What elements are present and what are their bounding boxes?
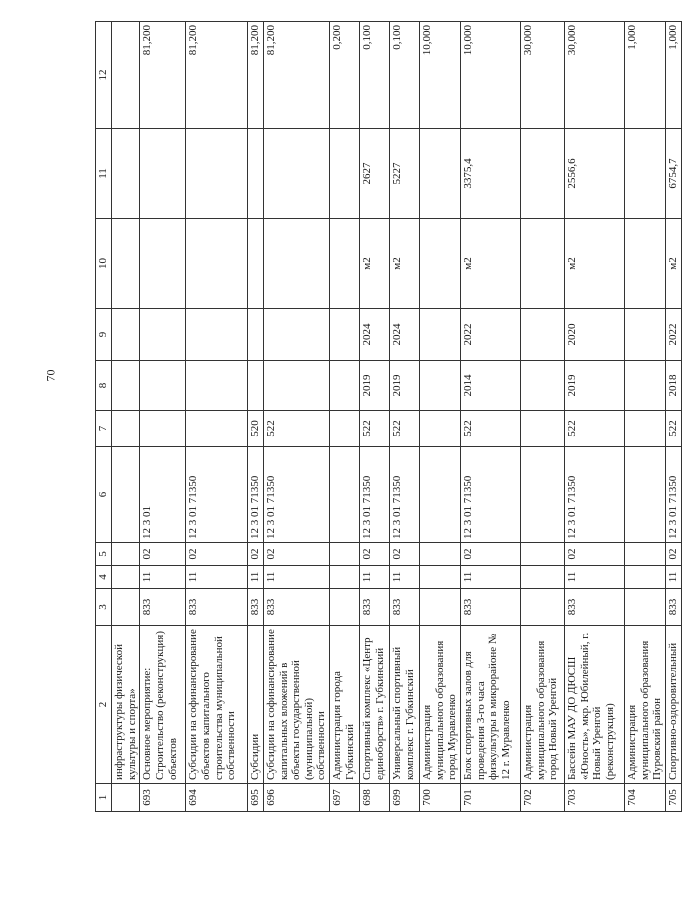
table-cell-col-4 bbox=[625, 566, 666, 589]
table-cell-col-1: 703 bbox=[565, 784, 625, 812]
table-cell-col-1: 699 bbox=[390, 784, 420, 812]
table-cell-col-12: 1,000 bbox=[665, 22, 681, 129]
table-cell-col-3 bbox=[112, 589, 140, 626]
table-cell-col-3: 833 bbox=[390, 589, 420, 626]
table-cell-col-2: Администрация города Губкинский bbox=[330, 626, 360, 784]
table-cell-col-4: 11 bbox=[186, 566, 248, 589]
table-cell-col-7 bbox=[625, 411, 666, 447]
table-cell-col-2: Блок спортивных залов для проведения 3-го часа физкультуры в микрорайоне № 12 г. Муравленко bbox=[461, 626, 521, 784]
table-cell-col-12: 81,200 bbox=[263, 22, 329, 129]
table-cell-col-7 bbox=[140, 411, 186, 447]
table-cell-col-6 bbox=[112, 447, 140, 543]
table-cell-col-5: 02 bbox=[360, 543, 390, 566]
table-cell-col-7: 522 bbox=[360, 411, 390, 447]
table-cell-col-5: 02 bbox=[186, 543, 248, 566]
table-cell-col-7: 522 bbox=[565, 411, 625, 447]
table-cell-col-5 bbox=[112, 543, 140, 566]
table-cell-col-6 bbox=[420, 447, 461, 543]
table-row bbox=[330, 22, 360, 812]
table-row bbox=[390, 22, 420, 812]
table-cell-col-7: 522 bbox=[665, 411, 681, 447]
table-cell-col-4: 11 bbox=[565, 566, 625, 589]
table-cell-col-2: Администрация муниципального образования город Новый Уренгой bbox=[521, 626, 565, 784]
table-cell-col-4: 11 bbox=[140, 566, 186, 589]
table-cell-col-11 bbox=[521, 129, 565, 219]
scanned-table-area bbox=[95, 22, 679, 812]
table-row bbox=[420, 22, 461, 812]
table-cell-col-9: 2020 bbox=[565, 309, 625, 361]
table-row bbox=[360, 22, 390, 812]
column-header: 1 bbox=[96, 784, 112, 812]
table-cell-col-1: 700 bbox=[420, 784, 461, 812]
table-cell-col-3: 833 bbox=[665, 589, 681, 626]
table-cell-col-2: Спортивный комплекс «Центр единоборств» г. Губкинский bbox=[360, 626, 390, 784]
table-cell-col-4: 11 bbox=[461, 566, 521, 589]
table-cell-col-7 bbox=[112, 411, 140, 447]
table-cell-col-2: Универсальный спортивный комплекс г. Губкинский bbox=[390, 626, 420, 784]
table-row bbox=[625, 22, 666, 812]
table-cell-col-1: 693 bbox=[140, 784, 186, 812]
table-cell-col-1: 695 bbox=[248, 784, 264, 812]
table-cell-col-3: 833 bbox=[140, 589, 186, 626]
table-row bbox=[140, 22, 186, 812]
table-cell-col-5: 02 bbox=[461, 543, 521, 566]
table-cell-col-6: 12 3 01 71350 bbox=[360, 447, 390, 543]
table-cell-col-8 bbox=[330, 361, 360, 411]
table-cell-col-2: Спортивно-оздоровительный bbox=[665, 626, 681, 784]
table-cell-col-9 bbox=[330, 309, 360, 361]
table-cell-col-10 bbox=[140, 219, 186, 309]
table-cell-col-1: 694 bbox=[186, 784, 248, 812]
table-cell-col-7 bbox=[186, 411, 248, 447]
column-header: 12 bbox=[96, 22, 112, 129]
table-cell-col-9 bbox=[420, 309, 461, 361]
table-cell-col-3: 833 bbox=[461, 589, 521, 626]
table-cell-col-11: 3375,4 bbox=[461, 129, 521, 219]
table-cell-col-10 bbox=[263, 219, 329, 309]
table-cell-col-6: 12 3 01 71350 bbox=[390, 447, 420, 543]
table-cell-col-4 bbox=[521, 566, 565, 589]
column-number-row bbox=[96, 22, 112, 812]
table-cell-col-8: 2019 bbox=[565, 361, 625, 411]
table-cell-col-3: 833 bbox=[565, 589, 625, 626]
page-number: 70 bbox=[43, 369, 58, 382]
table-cell-col-5 bbox=[420, 543, 461, 566]
table-cell-col-5: 02 bbox=[565, 543, 625, 566]
table-cell-col-11 bbox=[625, 129, 666, 219]
table-cell-col-8: 2014 bbox=[461, 361, 521, 411]
table-cell-col-8 bbox=[248, 361, 264, 411]
table-cell-col-3: 833 bbox=[186, 589, 248, 626]
table-cell-col-6: 12 3 01 bbox=[140, 447, 186, 543]
table-cell-col-6 bbox=[521, 447, 565, 543]
table-cell-col-6: 12 3 01 71350 bbox=[186, 447, 248, 543]
table-cell-col-12: 81,200 bbox=[186, 22, 248, 129]
table-cell-col-11 bbox=[263, 129, 329, 219]
table-cell-col-10 bbox=[625, 219, 666, 309]
column-header: 5 bbox=[96, 543, 112, 566]
column-header: 8 bbox=[96, 361, 112, 411]
table-cell-col-9: 2024 bbox=[360, 309, 390, 361]
table-cell-col-10 bbox=[420, 219, 461, 309]
table-cell-col-10 bbox=[186, 219, 248, 309]
table-cell-col-10: м2 bbox=[665, 219, 681, 309]
table-cell-col-11 bbox=[420, 129, 461, 219]
table-cell-col-12: 0,100 bbox=[390, 22, 420, 129]
table-cell-col-5: 02 bbox=[263, 543, 329, 566]
column-header: 9 bbox=[96, 309, 112, 361]
table-cell-col-7 bbox=[521, 411, 565, 447]
table-cell-col-5: 02 bbox=[665, 543, 681, 566]
table-cell-col-12: 1,000 bbox=[625, 22, 666, 129]
table-cell-col-4: 11 bbox=[263, 566, 329, 589]
table-row bbox=[263, 22, 329, 812]
column-header: 2 bbox=[96, 626, 112, 784]
table-cell-col-10 bbox=[330, 219, 360, 309]
table-cell-col-12: 10,000 bbox=[420, 22, 461, 129]
table-cell-col-3 bbox=[420, 589, 461, 626]
table-cell-col-2: Администрация муниципального образования Пуровский район bbox=[625, 626, 666, 784]
table-cell-col-2: Субсидии на софинансирование объектов капитального строительства муниципальной собственности bbox=[186, 626, 248, 784]
table-cell-col-12: 30,000 bbox=[521, 22, 565, 129]
table-cell-col-8 bbox=[263, 361, 329, 411]
table-cell-col-1 bbox=[112, 784, 140, 812]
table-cell-col-7: 522 bbox=[263, 411, 329, 447]
table-cell-col-4 bbox=[112, 566, 140, 589]
column-header: 7 bbox=[96, 411, 112, 447]
table-cell-col-9: 2024 bbox=[390, 309, 420, 361]
table-cell-col-9 bbox=[521, 309, 565, 361]
table-cell-col-10: м2 bbox=[390, 219, 420, 309]
table-cell-col-4: 11 bbox=[390, 566, 420, 589]
table-cell-col-3 bbox=[330, 589, 360, 626]
table-cell-col-7: 522 bbox=[390, 411, 420, 447]
column-header: 3 bbox=[96, 589, 112, 626]
column-header: 11 bbox=[96, 129, 112, 219]
table-row bbox=[112, 22, 140, 812]
table-cell-col-8 bbox=[521, 361, 565, 411]
table-cell-col-4: 11 bbox=[248, 566, 264, 589]
table-cell-col-11 bbox=[330, 129, 360, 219]
table-cell-col-6: 12 3 01 71350 bbox=[461, 447, 521, 543]
table-cell-col-2: Субсидии bbox=[248, 626, 264, 784]
table-cell-col-1: 698 bbox=[360, 784, 390, 812]
table-cell-col-8 bbox=[625, 361, 666, 411]
table-cell-col-10: м2 bbox=[360, 219, 390, 309]
table-row bbox=[186, 22, 248, 812]
table-cell-col-11 bbox=[112, 129, 140, 219]
table-cell-col-9 bbox=[625, 309, 666, 361]
table-cell-col-8: 2019 bbox=[360, 361, 390, 411]
table-cell-col-5: 02 bbox=[248, 543, 264, 566]
table-cell-col-11 bbox=[186, 129, 248, 219]
table-cell-col-12: 0,200 bbox=[330, 22, 360, 129]
table-cell-col-9: 2022 bbox=[461, 309, 521, 361]
table-cell-col-9 bbox=[140, 309, 186, 361]
table-cell-col-5 bbox=[625, 543, 666, 566]
table-cell-col-8: 2019 bbox=[390, 361, 420, 411]
table-cell-col-4: 11 bbox=[360, 566, 390, 589]
table-cell-col-5 bbox=[330, 543, 360, 566]
table-cell-col-1: 704 bbox=[625, 784, 666, 812]
table-cell-col-1: 696 bbox=[263, 784, 329, 812]
table-row bbox=[565, 22, 625, 812]
table-cell-col-11 bbox=[248, 129, 264, 219]
table-cell-col-7: 520 bbox=[248, 411, 264, 447]
table-cell-col-10 bbox=[248, 219, 264, 309]
table-cell-col-6: 12 3 01 71350 bbox=[565, 447, 625, 543]
table-cell-col-9 bbox=[186, 309, 248, 361]
table-cell-col-11: 5227 bbox=[390, 129, 420, 219]
table-cell-col-7 bbox=[420, 411, 461, 447]
table-cell-col-2: Основное мероприятие: Строительство (реконструкция) объектов bbox=[140, 626, 186, 784]
table-cell-col-6: 12 3 01 71350 bbox=[263, 447, 329, 543]
table-cell-col-10 bbox=[112, 219, 140, 309]
table-row bbox=[665, 22, 681, 812]
table-cell-col-9 bbox=[263, 309, 329, 361]
table-cell-col-2: инфраструктуры физической культуры и спорта» bbox=[112, 626, 140, 784]
table-cell-col-10 bbox=[521, 219, 565, 309]
table-cell-col-12: 30,000 bbox=[565, 22, 625, 129]
table-cell-col-10: м2 bbox=[565, 219, 625, 309]
table-cell-col-1: 702 bbox=[521, 784, 565, 812]
table-cell-col-12: 81,200 bbox=[140, 22, 186, 129]
table-cell-col-3 bbox=[521, 589, 565, 626]
table-cell-col-2: Администрация муниципального образования город Муравленко bbox=[420, 626, 461, 784]
column-header: 6 bbox=[96, 447, 112, 543]
table-cell-col-11: 6754,7 bbox=[665, 129, 681, 219]
table-cell-col-4: 11 bbox=[665, 566, 681, 589]
table-cell-col-4 bbox=[330, 566, 360, 589]
table-cell-col-7: 522 bbox=[461, 411, 521, 447]
table-cell-col-10: м2 bbox=[461, 219, 521, 309]
table-cell-col-2: Субсидии на софинансирование капитальных вложений в объекты государственной (муниципальной) собственности bbox=[263, 626, 329, 784]
table-cell-col-3: 833 bbox=[248, 589, 264, 626]
table-cell-col-9 bbox=[112, 309, 140, 361]
table-cell-col-12: 81,200 bbox=[248, 22, 264, 129]
table-cell-col-5: 02 bbox=[390, 543, 420, 566]
table-cell-col-6: 12 3 01 71350 bbox=[665, 447, 681, 543]
column-header: 10 bbox=[96, 219, 112, 309]
table-cell-col-12: 10,000 bbox=[461, 22, 521, 129]
column-header: 4 bbox=[96, 566, 112, 589]
table-cell-col-9 bbox=[248, 309, 264, 361]
table-row bbox=[521, 22, 565, 812]
table-cell-col-11: 2627 bbox=[360, 129, 390, 219]
table-row bbox=[248, 22, 264, 812]
rotated-page bbox=[95, 22, 679, 812]
table-cell-col-1: 701 bbox=[461, 784, 521, 812]
table-cell-col-8 bbox=[140, 361, 186, 411]
table-cell-col-12 bbox=[112, 22, 140, 129]
table-cell-col-8 bbox=[420, 361, 461, 411]
table-cell-col-7 bbox=[330, 411, 360, 447]
table-cell-col-3: 833 bbox=[263, 589, 329, 626]
table-cell-col-6 bbox=[330, 447, 360, 543]
table-cell-col-11 bbox=[140, 129, 186, 219]
table-cell-col-2: Бассейн МАУ ДО ДЮСШ «Юность», мкр. Юбилейный, г. Новый Уренгой (реконструкция) bbox=[565, 626, 625, 784]
table-cell-col-11: 2556,6 bbox=[565, 129, 625, 219]
table-cell-col-5: 02 bbox=[140, 543, 186, 566]
table-cell-col-9: 2022 bbox=[665, 309, 681, 361]
table-cell-col-1: 705 bbox=[665, 784, 681, 812]
table-cell-col-6: 12 3 01 71350 bbox=[248, 447, 264, 543]
table-row bbox=[461, 22, 521, 812]
budget-table bbox=[95, 21, 682, 812]
table-cell-col-1: 697 bbox=[330, 784, 360, 812]
table-cell-col-8: 2018 bbox=[665, 361, 681, 411]
table-cell-col-4 bbox=[420, 566, 461, 589]
table-cell-col-3 bbox=[625, 589, 666, 626]
table-cell-col-5 bbox=[521, 543, 565, 566]
table-cell-col-6 bbox=[625, 447, 666, 543]
table-cell-col-3: 833 bbox=[360, 589, 390, 626]
table-cell-col-12: 0,100 bbox=[360, 22, 390, 129]
table-cell-col-8 bbox=[186, 361, 248, 411]
table-cell-col-8 bbox=[112, 361, 140, 411]
